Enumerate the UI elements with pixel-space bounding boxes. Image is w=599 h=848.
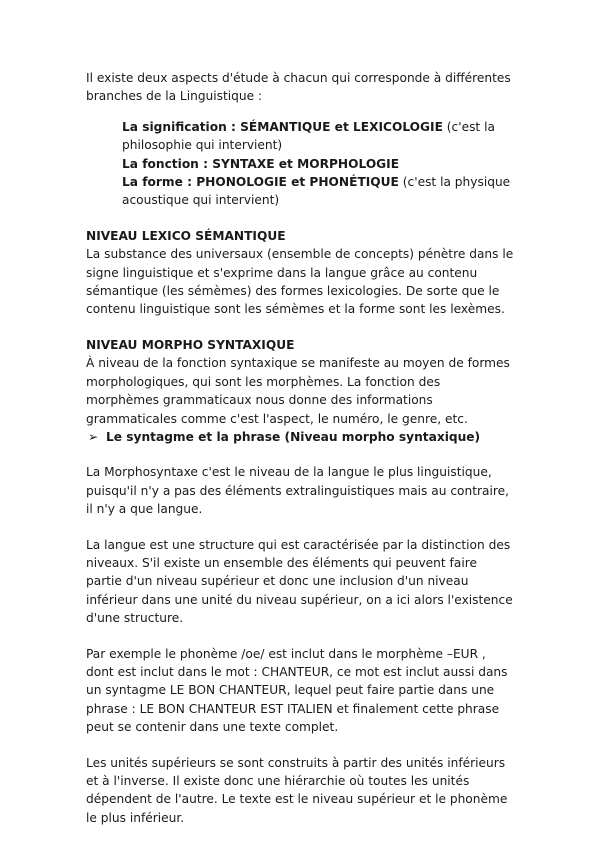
paragraph-morphosyntaxe: La Morphosyntaxe c'est le niveau de la langue le plus linguistique, puisqu'il n'y a pas des éléments extralinguistiques mais au contraire, il n'y a que langue.	[86, 465, 509, 517]
aspects-list	[86, 118, 516, 210]
section-heading-lexico: NIVEAU LEXICO SÉMANTIQUE	[86, 228, 286, 243]
bullet-item	[86, 428, 516, 446]
paragraph-structure: La langue est une structure qui est caractérisée par la distinction des niveaux. S'il existe un ensemble des éléments qui peuvent faire partie d'un niveau supérieur et donc une inclusion d'un niveau inférieur dans une unité du niveau supérieur, on a ici alors l'existence d'une structure.	[86, 537, 513, 626]
section-text-lexico: La substance des universaux (ensemble de concepts) pénètre dans le signe linguistique et s'exprime dans la langue grâce au contenu sémantique (les sémèmes) des formes lexicologies. De sorte que le contenu linguistique sont les sémèmes et la forme sont les lexèmes.	[86, 247, 514, 317]
paragraph-hierarchy: Les unités supérieurs se sont construits à partir des unités inférieurs et à l'inverse. Il existe donc une hiérarchie où toutes les unités dépendent de l'autre. Le texte est le niveau supérieur et le phonème le plus inférieur.	[86, 755, 508, 825]
intro-paragraph: Il existe deux aspects d'étude à chacun qui corresponde à différentes branches de la Linguistique :	[86, 71, 511, 104]
aspect-item-forme	[122, 173, 516, 210]
aspect-item-signification	[122, 118, 516, 155]
aspect-note: (c'est la physique acoustique qui intervient)	[122, 175, 511, 208]
paragraph-example: Par exemple le phonème /oe/ est inclut dans le morphème –EUR , dont est inclut dans le mot : CHANTEUR, ce mot est inclut aussi dans un syntagme LE BON CHANTEUR, lequel peut faire partie dans une phrase : LE BON CHANTEUR EST ITALIEN et finalement cette phrase peut se contenir dans une texte complet.	[86, 646, 508, 735]
aspect-label: La fonction : SYNTAXE et MORPHOLOGIE	[122, 156, 400, 171]
aspect-note: (c'est la philosophie qui intervient)	[122, 119, 495, 153]
aspect-label: La forme : PHONOLOGIE et PHONÉTIQUE	[122, 175, 399, 190]
document-page	[86, 69, 516, 827]
aspect-item-fonction	[122, 155, 516, 173]
arrow-bullet-icon: ➢	[88, 429, 99, 444]
section-text-morpho: À niveau de la fonction syntaxique se manifeste au moyen de formes morphologiques, qui sont les morphèmes. La fonction des morphèmes grammaticaux nous donne des informations grammaticales comme c'est l'aspect, le numéro, le genre, etc.	[86, 356, 510, 426]
section-heading-morpho: NIVEAU MORPHO SYNTAXIQUE	[86, 337, 295, 352]
bullet-text: Le syntagme et la phrase (Niveau morpho syntaxique)	[106, 429, 481, 444]
aspect-label: La signification : SÉMANTIQUE et LEXICOLOGIE	[122, 119, 443, 134]
